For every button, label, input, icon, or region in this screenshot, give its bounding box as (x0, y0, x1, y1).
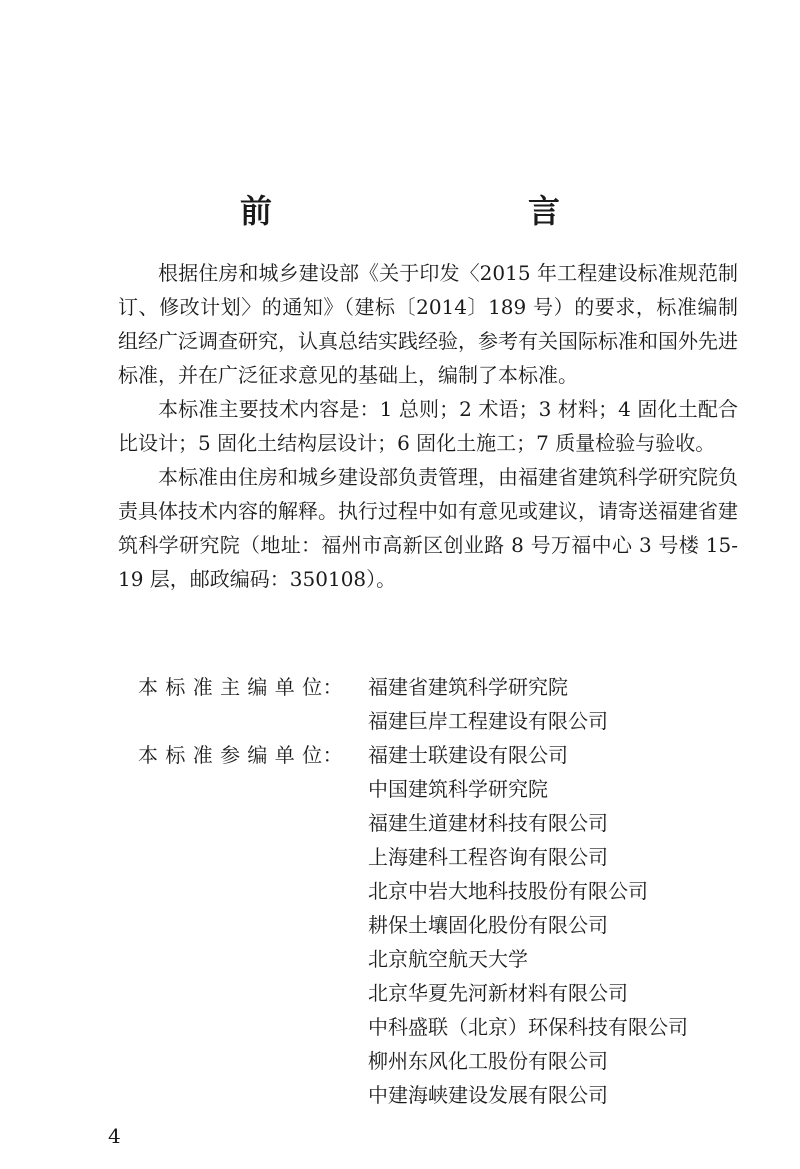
list-item: 柳州东风化工股份有限公司 (368, 1049, 608, 1073)
list-item: 中建海峡建设发展有限公司 (368, 1083, 608, 1107)
paragraph-basis: 根据住房和城乡建设部《关于印发〈2015 年工程建设标准规范制订、修改计划〉的通知》（建标〔2014〕189 号）的要求，标准编制组经广泛调查研究，认真总结实践经验，参考有关国际标准和国外先进标准，并在广泛征求意见的基础上，编制了本标准。 (118, 261, 738, 387)
list-item: 福建省建筑科学研究院 (368, 675, 568, 699)
list-item: 耕保土壤固化股份有限公司 (368, 913, 608, 937)
page-number: 4 (108, 1124, 121, 1148)
chief-units-label: 本 标 准 主 编 单 位： (138, 675, 344, 699)
list-item: 福建士联建设有限公司 (368, 743, 568, 767)
paragraph-management: 本标准由住房和城乡建设部负责管理，由福建省建筑科学研究院负责具体技术内容的解释。执行过程中如有意见或建议，请寄送福建省建筑科学研究院（地址：福州市高新区创业路 8 号万福中心 3 号楼 15-19 层，邮政编码：350108）。 (118, 465, 738, 591)
participating-units-group (138, 738, 758, 1112)
list-item: 福建巨岸工程建设有限公司 (368, 709, 608, 733)
participating-units-label: 本 标 准 参 编 单 位： (138, 743, 344, 767)
list-item: 中国建筑科学研究院 (368, 777, 548, 801)
preface-body (118, 256, 738, 596)
chief-units-group (138, 670, 758, 738)
page-title: 前 言 (239, 192, 624, 231)
paragraph-contents: 本标准主要技术内容是：1 总则；2 术语；3 材料；4 固化土配合比设计；5 固化土结构层设计；6 固化土施工；7 质量检验与验收。 (118, 397, 738, 455)
list-item: 北京中岩大地科技股份有限公司 (368, 879, 648, 903)
list-item: 中科盛联（北京）环保科技有限公司 (368, 1015, 688, 1039)
chief-units-list (368, 670, 608, 738)
list-item: 福建生道建材科技有限公司 (368, 811, 608, 835)
list-item: 北京华夏先河新材料有限公司 (368, 981, 628, 1005)
list-item: 北京航空航天大学 (368, 947, 528, 971)
list-item: 上海建科工程咨询有限公司 (368, 845, 608, 869)
editing-units (138, 670, 758, 1112)
participating-units-list (368, 738, 688, 1112)
